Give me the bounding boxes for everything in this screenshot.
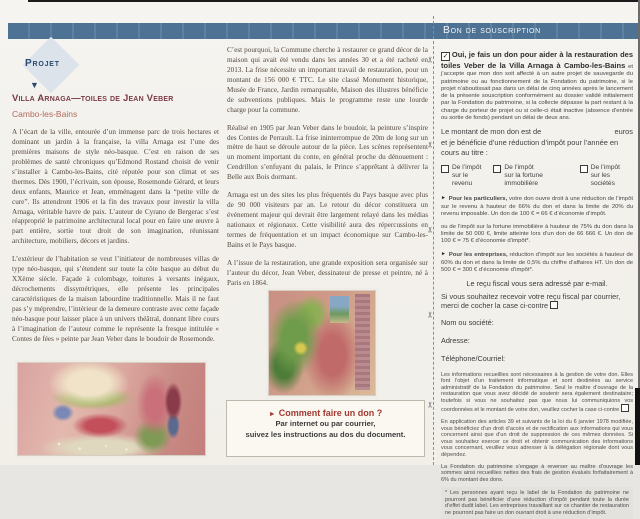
donation-amount-field[interactable]	[545, 128, 610, 136]
how-to-donate-line: Par internet ou par courrier,	[275, 419, 376, 428]
tax-option-property: De l’impôt sur la fortune immobilière	[493, 164, 573, 189]
subscription-form-title: Bon de souscription	[443, 24, 541, 36]
cut-here-dashed-line	[433, 16, 434, 465]
painting-column-detail	[355, 294, 370, 390]
optin-lead-text: Oui, je fais un don pour aider à la restauration des toiles Veber de la Villa Arnaga à Cambo-les-Bains	[441, 49, 633, 70]
tax-options-row	[441, 164, 633, 189]
tax-option-income: De l’impôt sur le revenu	[441, 164, 487, 189]
amount-unit: euros	[614, 127, 633, 137]
how-to-donate-box	[226, 400, 425, 457]
amount-label: Le montant de mon don est de	[441, 127, 542, 137]
individuals-alt-note: ou de l’impôt sur la fortune immobilière à hauteur de 75% du don dans la limite de 50 000 €, limite atteinte lors d’un don de 66 666 €. Un don de 100 € = 75 € d’économie d’impôt*.	[441, 223, 633, 245]
no-share-checkbox[interactable]	[621, 404, 629, 412]
painting-window-detail	[330, 296, 349, 323]
donation-optin-checkbox[interactable]: ✓	[442, 52, 449, 60]
arrow-right-icon: ►	[268, 411, 276, 418]
phone-email-field[interactable]: Téléphone/Courriel:	[441, 353, 506, 363]
scissors-icon: ✂	[425, 226, 435, 233]
income-tax-checkbox[interactable]	[441, 165, 449, 173]
projet-kicker: Projet	[25, 58, 60, 69]
article-title: Villa Arnaga—toiles de Jean Veber	[12, 93, 174, 104]
legal-data-privacy: Les informations recueillies sont nécessaires à la gestion de votre don. Elles font l’objet d’un traitement informatique et sont destinées au service administratif de la Fondation du patrimoine. Seul le maître d’ouvrage de la restauration que vous avez décidé de soutenir sera également destinataire; toutefois si vous ne souhaitez pas que nous lui communiquions vos coordonnées et le montant de votre don, veuillez cocher la case ci-contre	[441, 371, 633, 414]
tax-option-corporate: De l’impôt sur les sociétés	[580, 164, 633, 189]
article-location: Cambo-les-Bains	[12, 109, 78, 119]
article-paragraph: Arnaga est un des sites les plus fréquentés du Pays basque avec plus de 90 000 visiteurs par an. Le retour du décor constituera un événement majeur qui devrait être largement relayé dans les médias nationaux et régionaux. Cette visibilité aura des répercussions en termes de fréquentation et un impact économique sur Cambo-les-Bains et le Pays basque.	[227, 191, 428, 249]
optin-conditions-text: et j’accepte que mon don soit affecté à un autre projet de sauvegarde du patrimoine ou au fonctionnement de la Fondation du patrimoine, si le projet n’aboutissait pas dans un délai de cinq années après le lancement de la présente souscription conformément au dossier validé initialement par la Fondation du patrimoine, si la collecte dépasse la part restant à la charge du porteur de projet ou si celle-ci était inactive (absence d’entrée ou sortie de fonds) pendant un délai de deux ans.	[441, 63, 633, 122]
individuals-note: ► Pour les particuliers, votre don ouvre droit à une réduction de l’impôt sur le revenu à hauteur de 66% du don et dans la limite de 20% du revenu imposable. Un don de 100 € = 66 € d’économie d’impôt.	[441, 195, 633, 217]
receipt-mail-note: Si vous souhaitez recevoir votre reçu fiscal par courrier, merci de cocher la case ci-contre	[441, 291, 621, 311]
scan-edge-top	[28, 0, 640, 2]
corporate-tax-checkbox[interactable]	[580, 165, 588, 173]
scissors-icon: ✂	[425, 311, 435, 318]
triangle-down-icon: ▼	[30, 80, 39, 90]
legal-fondation: La Fondation du patrimoine s’engage à reverser au maître d’ouvrage les sommes ainsi recueillies nettes des frais de gestion évalués forfaitairement à 6% du montant des dons.	[441, 463, 633, 483]
donation-amount-row	[441, 127, 633, 136]
article-paragraph: A l’issue de la restauration, une grande exposition sera organisée sur l’auteur du décor, Jean Veber, dessinateur de presse et peintre, né à Paris en 1864.	[227, 258, 428, 287]
article-paragraph: A l’écart de la ville, entourée d’un immense parc de trois hectares et dominant un jardin à la française, la villa Arnaga est l’une des premières maisons de style néo-basque. C’est en raison de ses problèmes de santé chroniques qu’Edmond Rostand choisit de venir s’installer à Cambo-les-Bains, cité réputée pour son climat et ses thermes. Dès 1900, l’écrivain, son épouse, Rosemonde Gérard, et leurs deux enfants, Maurice et Jean, emménagent dans la “petite ville de cure”. Ils attendront 1906 et la fin des travaux pour investir la villa Arnaga, véritable havre de paix. L’auteur de Cyrano de Bergerac s’est réapproprié le patrimoine architectural local pour en faire une œuvre à part entière, sortie tout droit de son imagination, réunissant architecture, mobiliers, décors et jardins.	[12, 128, 219, 246]
article-paragraph: Réalisé en 1905 par Jean Veber dans le boudoir, la peinture s’inspire des Contes de Perrault. La frise ininterrompue de 20m de long sur un mètre de haut se déroule autour de la pièce. Les scènes représentent un moment important du conte, en général proche du dénouement : Cendrillon s’enfuyant du palais, le Prince s’apprêtant à délivrer la Belle aux Bois dormant.	[227, 123, 428, 182]
how-to-donate-line: suivez les instructions au dos du document.	[245, 430, 406, 439]
scissors-icon: ✂	[425, 56, 435, 63]
subscription-form	[441, 44, 634, 516]
legal-cnil: En application des articles 39 et suivants de la loi du 6 janvier 1978 modifiée, vous bénéficiez d’un droit d’accès et de rectification aux informations qui vous concernent ainsi que d’un droit de suppression de ces mêmes données. Si vous souhaitez exercer ce droit et obtenir communication des informations vous concernant, veuillez vous adresser à la délégation régionale dont vous dépendez.	[441, 419, 633, 458]
address-field[interactable]: Adresse:	[441, 335, 470, 345]
arrow-right-icon: ►	[441, 251, 446, 258]
receipt-email-note: Le reçu fiscal vous sera adressé par e-mail.	[466, 278, 608, 288]
how-to-donate-title: ► Comment faire un don ?	[268, 408, 383, 418]
article-column-left	[12, 93, 219, 359]
article-paragraph: L’extérieur de l’habitation se veut l’initiateur de nombreuses villas de type néo-basque, qui s’étendent sur toute la côte basque au début du XXème siècle. Façade à colombage, toitures à versants inégaux, décrochements dissymétriques, elle présente les principales caractéristiques de la maison labourdine traditionnelle. Mais il ne faut pas s’y méprendre, l’intérieur de la demeure contraste avec cette façade néo-basque pour laisser place à un univers théâtral, donnant libre cours à l’imagination de l’auteur comme le représente la fresque intitulée « Contes de fées » peinte par Jean Veber dans le boudoir de Rosemonde.	[12, 255, 219, 343]
scissors-icon: ✂	[425, 141, 435, 148]
scan-edge-right-bottom	[635, 388, 640, 465]
arrow-right-icon: ►	[441, 195, 446, 202]
companies-note: ► Pour les entreprises, réduction d’impôt sur les sociétés à hauteur de 60% du don et dans la limite de 0,5% du chiffre d’affaires HT. Un don de 500 € = 300 € d’économie d’impôt*.	[441, 251, 634, 273]
property-tax-checkbox[interactable]	[493, 165, 501, 173]
article-column-middle	[227, 46, 428, 288]
header-bar	[8, 23, 640, 39]
receipt-by-mail-checkbox[interactable]	[550, 301, 558, 309]
name-field[interactable]: Nom ou société:	[441, 317, 494, 327]
legal-label-note: * Les personnes ayant reçu le label de la Fondation du patrimoine ne pourront pas bénéficier d’une réduction d’impôt pendant toute la durée d’effet dudit label. Les entreprises travaillant sur ce chantier de restauration ne pourront pas faire un don ouvrant droit à une réduction d’impôt.	[441, 487, 633, 519]
tax-reduction-intro: et je bénéficie d’une réduction d’impôt pour l’année en cours au titre :	[441, 138, 619, 158]
fresque-contes-de-fees-image	[17, 362, 206, 456]
article-paragraph: C’est pourquoi, la Commune cherche à restaurer ce grand décor de la maison qui avait été vendu dans les années 30 et a été racheté en 2013. La frise nécessite un important travail de restauration, pour un montant de 156 000 € TTC. Le site classé Monument historique, Musée de France, Jardin remarquable, Maison des illustres bénéficie de subventions publiques. Mais le programme reste une lourde charge pour la commune.	[227, 46, 428, 114]
fresque-detail-image	[268, 290, 376, 396]
optin-paragraph	[441, 50, 633, 123]
scissors-icon: ✂	[425, 401, 435, 408]
